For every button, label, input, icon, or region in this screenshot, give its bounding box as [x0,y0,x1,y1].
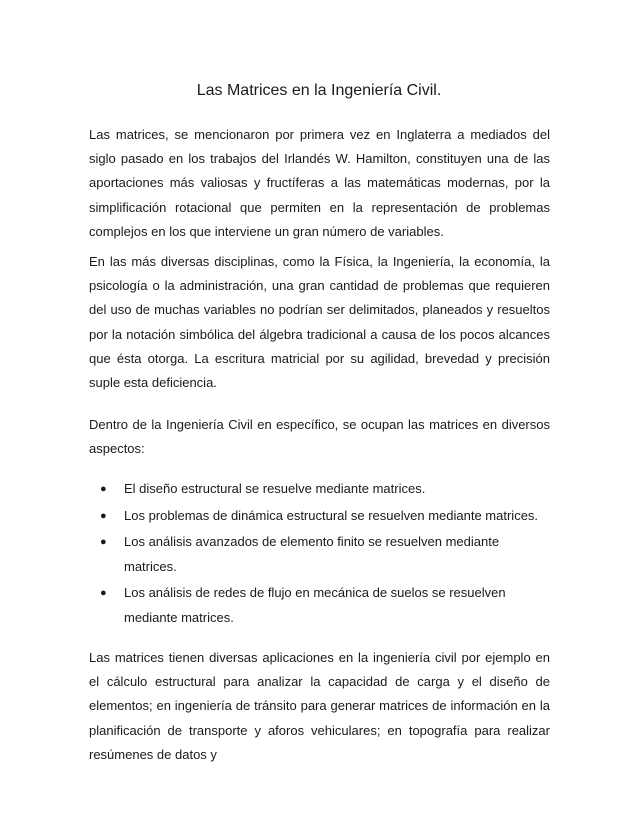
paragraph-civil-engineering: Dentro de la Ingeniería Civil en específico, se ocupan las matrices en diversos aspectos: [89,417,550,457]
list-item-text: Los problemas de dinámica estructural se resuelven mediante matrices. [124,507,539,523]
bullet-icon: ● [100,509,107,522]
paragraph-disciplines: En las más diversas disciplinas, como la Física, la Ingeniería, la economía, la psicología o la administración, una gran cantidad de problemas que requieren del uso de muchas variables no podrían ser delimitados, planeados y resueltos por la notación simbólica del álgebra tradicional a causa de los pocos alcances que ésta otorga. La escritura matricial por su agilidad, brevedad y precisión suple esta deficiencia. [89,254,550,391]
bullet-icon: ● [100,536,107,549]
paragraph-applications: Las matrices tienen diversas aplicaciones en la ingeniería civil por ejemplo en el cálculo estructural para analizar la capacidad de carga y el diseño de elementos; en ingeniería de tránsito para generar matrices de información en la planificación de transporte y aforos vehiculares; en topografía para realizar resúmenes de datos y [89,650,550,762]
list-item [89,530,550,578]
list-item-text: Los análisis avanzados de elemento finito se resuelven mediante matrices. [124,534,500,574]
list-item [89,581,550,629]
page-title: Las Matrices en la Ingeniería Civil. [196,82,442,99]
list-item-text: El diseño estructural se resuelve mediante matrices. [124,481,426,496]
bullet-icon: ● [100,587,107,600]
list-item [89,477,550,501]
bullet-list [89,477,550,630]
list-item [89,504,550,528]
bullet-icon: ● [100,483,107,495]
paragraph-intro: Las matrices, se mencionaron por primera vez en Inglaterra a mediados del siglo pasado en los trabajos del Irlandés W. Hamilton, constituyen una de las aportaciones más valiosas y fructíferas a las matemáticas modernas, por la simplificación rotacional que permiten en la representación de problemas complejos en los que interviene un gran número de variables. [89,127,550,239]
list-item-text: Los análisis de redes de flujo en mecánica de suelos se resuelven mediante matrices. [124,585,506,625]
